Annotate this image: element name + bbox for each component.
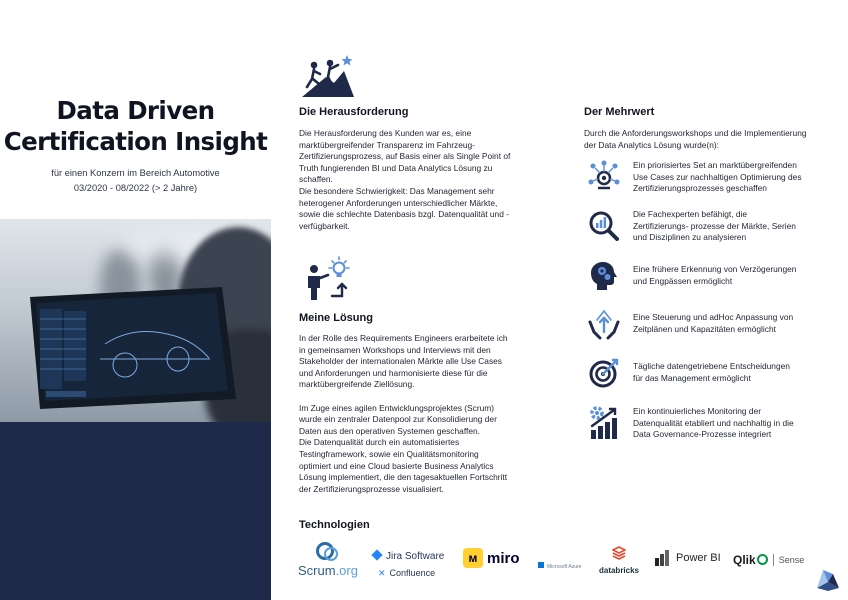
solution-text: In der Rolle des Requirements Engineers erarbeitete ich in gemeinsamen Workshops und Interviews mit den Stakeholder der internationalen Märkte alle Use Cases und Anforderungen und harmonisierte diese für die marktübergreifende Ziellösung. Im Zuge eines agilen Entwicklungsprojektes (Scrum) wurde ein zentraler Datenpool zur Konsolidierung der Daten aus den operativen Systemen geschaffen. Die Datenqualität durch ein automatisiertes Testingframework, sowie ein Qualitätsmonitoring optimiert und eine Cloud basierte Business Analytics Lösung implementiert, die den tagesaktuellen Fortschritt der Zertifizierungsprozesse visualisiert. [299,333,508,494]
databricks-logo [598,546,640,578]
qlik-logo-text: Qlik [733,552,756,567]
hands-arrows-icon [588,308,620,340]
scrum-logo-text: Scrum [298,563,336,578]
subtitle-period: 03/2020 - 08/2022 (> 2 Jahre) [73,183,198,193]
powerbi-icon [654,549,672,567]
challenge-text: Die Herausforderung des Kunden war es, eine marktübergreifender Transparenz im Fahrzeug- Zertifizierungsprozess, auf Basis einer als Single Point of Truth fungierenden BI und Data Analytics Lösung zu schaffen. Die besondere Schwierigkeit: Das Management sehr heterogener Anforderungen unterschiedlicher Märkte, sowie die schlechte Datenbasis bzgl. Datenqualität und - verfügbarkeit. [299,128,511,231]
head-gears-icon [588,260,620,292]
scrum-ring-icon [314,541,342,563]
miro-logo [463,548,520,568]
page-title [0,95,271,157]
scrum-org-logo [298,541,360,581]
network-gear-icon [588,160,620,192]
value-item-1: Ein priorisiertes Set an marktübergreifenden Use Cases zur nachhaltigen Optimierung des Zertifizierungsprozesses geschaffen [633,160,802,194]
databricks-icon [612,546,626,560]
technologies-title: Technologien [299,519,370,531]
confluence-logo-text: Confluence [389,568,436,578]
qlik-divider [773,554,774,566]
miro-logo-text: miro [487,549,520,567]
confluence-icon: ✕ [378,568,386,578]
value-item-5: Tägliche datengetriebene Entscheidungen für das Management ermöglicht [633,361,790,383]
sense-logo-text: Sense [778,554,805,565]
azure-icon [538,562,544,568]
brand-crystal-icon [815,568,841,592]
value-item-4: Eine Steuerung und adHoc Anpassung von Zeitplänen und Kapazitäten ermöglicht [633,312,794,334]
page-title-line-2: Certification Insight [3,127,268,156]
databricks-logo-text: databricks [598,566,640,575]
value-item-2: Die Fachexperten befähigt, die Zertifizierungs- prozesse der Märkte, Serien und Disziplinen zu analysieren [633,209,796,243]
project-subtitle [0,166,271,196]
confluence-logo [378,563,435,581]
azure-logo [538,555,581,573]
azure-logo-text: Microsoft Azure [547,564,582,570]
qlik-icon [757,554,768,565]
jira-logo [373,546,444,564]
scrum-logo-suffix: .org [335,563,358,578]
subtitle-client: für einen Konzern im Bereich Automotive [51,168,220,178]
powerbi-logo [654,549,721,567]
gear-growth-icon [588,404,620,440]
value-item-3: Eine frühere Erkennung von Verzögerungen und Engpässen ermöglicht [633,264,797,286]
person-idea-icon [304,256,352,302]
solution-title: Meine Lösung [299,312,373,324]
value-title: Der Mehrwert [584,106,655,118]
left-column [0,0,271,600]
target-arrow-icon [588,357,620,389]
powerbi-logo-text: Power BI [676,552,721,564]
team-climbing-icon [300,53,356,98]
qlik-sense-logo [733,551,804,569]
jira-logo-text: Jira Software [386,551,445,562]
miro-icon: ᴍ [463,548,483,568]
challenge-title: Die Herausforderung [299,106,409,118]
jira-icon [371,549,382,560]
value-item-6: Ein kontinuierliches Monitoring der Datenqualität etabliert und nachhaltig in die Data Governance-Prozesse integriert [633,406,794,440]
hero-photo-automotive-dashboard [0,219,271,422]
navy-footer-block [0,422,271,600]
value-intro: Durch die Anforderungsworkshops und die Implementierung der Data Analytics Lösung wurde(n): [584,128,807,150]
magnifier-chart-icon [588,210,620,242]
monitor-screen [0,219,271,422]
page-title-line-1: Data Driven [56,96,215,125]
